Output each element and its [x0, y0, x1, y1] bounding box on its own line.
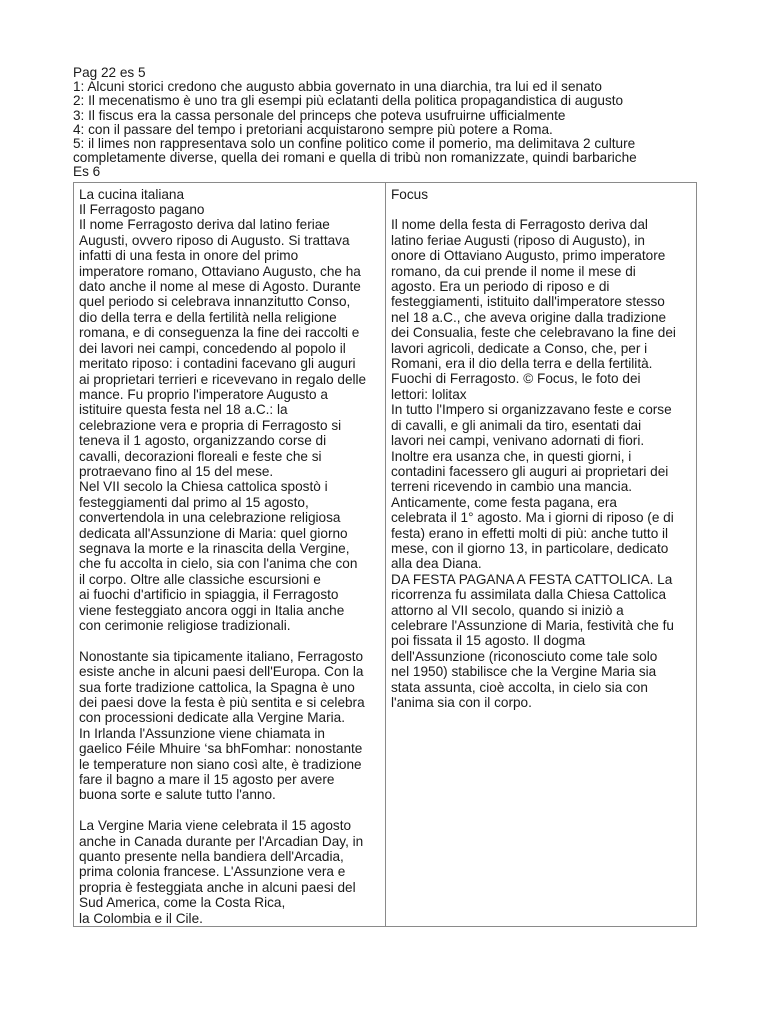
- text-line: Romani, era il dio della terra e della fertilità.: [391, 356, 653, 372]
- text-line: fare il bagno a mare il 15 agosto per avere: [79, 772, 335, 788]
- text-line: festeggiamenti dal primo al 15 agosto,: [79, 494, 309, 510]
- text-line: dei paesi dove la festa è più sentita e si celebra: [79, 695, 365, 711]
- text-line: teneva il 1 agosto, organizzando corse di: [79, 433, 327, 449]
- text-line: Nonostante sia tipicamente italiano, Ferragosto: [79, 648, 364, 664]
- text-line: Inoltre era usanza che, in questi giorni, i: [391, 448, 632, 464]
- text-line: 1: Alcuni storici credono che augusto abbia governato in una diarchia, tra lui ed il senato: [73, 79, 602, 95]
- text-line: ricorrenza fu assimilata dalla Chiesa Cattolica: [391, 587, 667, 603]
- text-line: Es 6: [73, 164, 101, 180]
- right-column-cell: [386, 182, 697, 926]
- text-line: onore di Ottaviano Augusto, primo imperatore: [391, 248, 666, 264]
- text-line: stata assunta, cioè accolta, in cielo sia con: [391, 679, 648, 695]
- comparison-table: [73, 182, 697, 927]
- text-line: Sud America, come la Costa Rica,: [79, 895, 286, 911]
- text-line: agosto. Era un periodo di riposo e di: [391, 279, 610, 295]
- text-line: infatti di una festa in onore del primo: [79, 248, 299, 264]
- text-line: poi fissata il 15 agosto. Il dogma: [391, 633, 586, 649]
- text-line: segnava la morte e la rinascita della Vergine,: [79, 540, 350, 556]
- text-line: con processioni dedicate alla Vergine Maria.: [79, 710, 345, 726]
- text-line: protraevano fino al 15 del mese.: [79, 463, 274, 479]
- text-line: quanto presente nella bandiera dell'Arcadia,: [79, 849, 344, 865]
- text-line: Focus: [391, 186, 429, 202]
- text-line: contadini facessero gli auguri ai proprietari dei: [391, 463, 669, 479]
- text-line: Augusti, ovvero riposo di Augusto. Si trattava: [79, 232, 350, 248]
- text-line: celebrare l'Assunzione di Maria, festività che fu: [391, 617, 674, 633]
- text-line: l'anima sia con il corpo.: [391, 695, 532, 711]
- text-line: 3: Il fiscus era la cassa personale del princeps che poteva usufruirne ufficialmente: [73, 107, 566, 123]
- article-focus: [391, 187, 692, 711]
- exercise-answers: [73, 66, 698, 180]
- table-row: [74, 182, 697, 926]
- text-line: Il nome della festa di Ferragosto deriva dal: [391, 217, 648, 233]
- text-line: Fuochi di Ferragosto. © Focus, le foto dei: [391, 371, 641, 387]
- text-line: romana, e di conseguenza la fine dei raccolti e: [79, 325, 360, 341]
- text-line: mance. Fu proprio l'imperatore Augusto a: [79, 386, 328, 402]
- text-line: lettori: lolitax: [391, 386, 467, 402]
- text-line: viene festeggiato ancora oggi in Italia anche: [79, 602, 345, 618]
- paragraph-gap: [79, 633, 381, 648]
- text-line: Il nome Ferragosto deriva dal latino feriae: [79, 217, 330, 233]
- text-line: dio della terra e della fertilità nella religione: [79, 309, 337, 325]
- text-line: ai proprietari terrieri e ricevevano in regalo delle: [79, 371, 367, 387]
- text-line: alla dea Diana.: [391, 556, 482, 572]
- text-line: dei Consualia, feste che celebravano la fine dei: [391, 325, 676, 341]
- text-line: romano, da cui prende il nome il mese di: [391, 263, 636, 279]
- text-line: dell'Assunzione (riconosciuto come tale solo: [391, 648, 658, 664]
- text-line: festa) erano in effetti molti di più: anche tutto il: [391, 525, 669, 541]
- text-line: Il Ferragosto pagano: [79, 202, 205, 218]
- text-line: celebrata il 1° agosto. Ma i giorni di riposo (e di: [391, 510, 674, 526]
- text-line: celebrazione vera e propria di Ferragosto si: [79, 417, 342, 433]
- text-line: dato anche il nome al mese di Agosto. Durante: [79, 279, 361, 295]
- text-line: nel 1950) stabilisce che la Vergine Maria sia: [391, 664, 657, 680]
- text-line: buona sorte e salute tutto l'anno.: [79, 787, 276, 803]
- text-line: la Colombia e il Cile.: [79, 910, 203, 926]
- text-line: anche in Canada durante per l'Arcadian Day, in: [79, 833, 364, 849]
- text-line: terreni ricevendo in cambio una mancia.: [391, 479, 633, 495]
- text-line: completamente diverse, quella dei romani e quella di tribù non romanizzate, quindi barbariche: [73, 150, 637, 166]
- text-line: con cerimonie religiose tradizionali.: [79, 618, 291, 633]
- left-column-cell: [74, 182, 386, 926]
- text-line: La cucina italiana: [79, 186, 185, 202]
- text-line: istituire questa festa nel 18 a.C.: la: [79, 402, 288, 418]
- text-line: mese, con il giorno 13, in particolare, dedicato: [391, 540, 669, 556]
- text-line: 5: il limes non rappresentava solo un confine politico come il pomerio, ma delimitava 2 culture: [73, 136, 636, 152]
- text-line: attorno al VII secolo, quando si iniziò a: [391, 602, 624, 618]
- text-line: ai fuochi d'artificio in spiaggia, il Ferragosto: [79, 587, 339, 603]
- text-line: esiste anche in alcuni paesi dell'Europa. Con la: [79, 664, 364, 680]
- document-page: [73, 66, 698, 927]
- text-line: quel periodo si celebrava innanzitutto Conso,: [79, 294, 351, 310]
- text-line: dedicata all'Assunzione di Maria: quel giorno: [79, 525, 348, 541]
- text-line: Anticamente, come festa pagana, era: [391, 494, 617, 510]
- text-line: dei lavori nei campi, concedendo al popolo il: [79, 340, 346, 356]
- text-line: La Vergine Maria viene celebrata il 15 agosto: [79, 818, 352, 834]
- text-line: convertendola in una celebrazione religiosa: [79, 510, 341, 526]
- article-cucina-italiana: [79, 187, 381, 926]
- text-line: le temperature non siano così alte, è tradizione: [79, 756, 362, 772]
- text-line: cavalli, decorazioni floreali e feste che si: [79, 448, 322, 464]
- text-line: propria è festeggiata anche in alcuni paesi del: [79, 879, 356, 895]
- text-line: meritato riposo: i contadini facevano gli auguri: [79, 356, 356, 372]
- text-line: il corpo. Oltre alle classiche escursioni e: [79, 571, 321, 587]
- text-line: DA FESTA PAGANA A FESTA CATTOLICA. La: [391, 571, 673, 587]
- text-line: sua forte tradizione cattolica, la Spagna è uno: [79, 679, 355, 695]
- text-line: imperatore romano, Ottaviano Augusto, che ha: [79, 263, 361, 279]
- paragraph-gap: [391, 202, 692, 217]
- text-line: Pag 22 es 5: [73, 65, 146, 80]
- paragraph-gap: [79, 803, 381, 818]
- text-line: 4: con il passare del tempo i pretoriani acquistarono sempre più potere a Roma.: [73, 121, 553, 137]
- text-line: latino feriae Augusti (riposo di Augusto), in: [391, 232, 645, 248]
- text-line: 2: Il mecenatismo è uno tra gli esempi più eclatanti della politica propagandistica di augusto: [73, 93, 624, 109]
- text-line: che fu accolta in cielo, sia con l'anima che con: [79, 556, 358, 572]
- text-line: gaelico Féile Mhuire ‘sa bhFomhar: nonostante: [79, 741, 363, 757]
- text-line: In Irlanda l'Assunzione viene chiamata in: [79, 725, 325, 741]
- text-line: lavori nei campi, venivano adornati di fiori.: [391, 433, 645, 449]
- text-line: nel 18 a.C., che aveva origine dalla tradizione: [391, 309, 667, 325]
- text-line: di cavalli, e gli animali da tiro, esentati dai: [391, 417, 642, 433]
- text-line: festeggiamenti, istituito dall'imperatore stesso: [391, 294, 665, 310]
- text-line: In tutto l'Impero si organizzavano feste e corse: [391, 402, 672, 418]
- text-line: Nel VII secolo la Chiesa cattolica spostò i: [79, 479, 328, 495]
- text-line: lavori agricoli, dedicate a Conso, che, per i: [391, 340, 648, 356]
- text-line: prima colonia francese. L'Assunzione vera e: [79, 864, 346, 880]
